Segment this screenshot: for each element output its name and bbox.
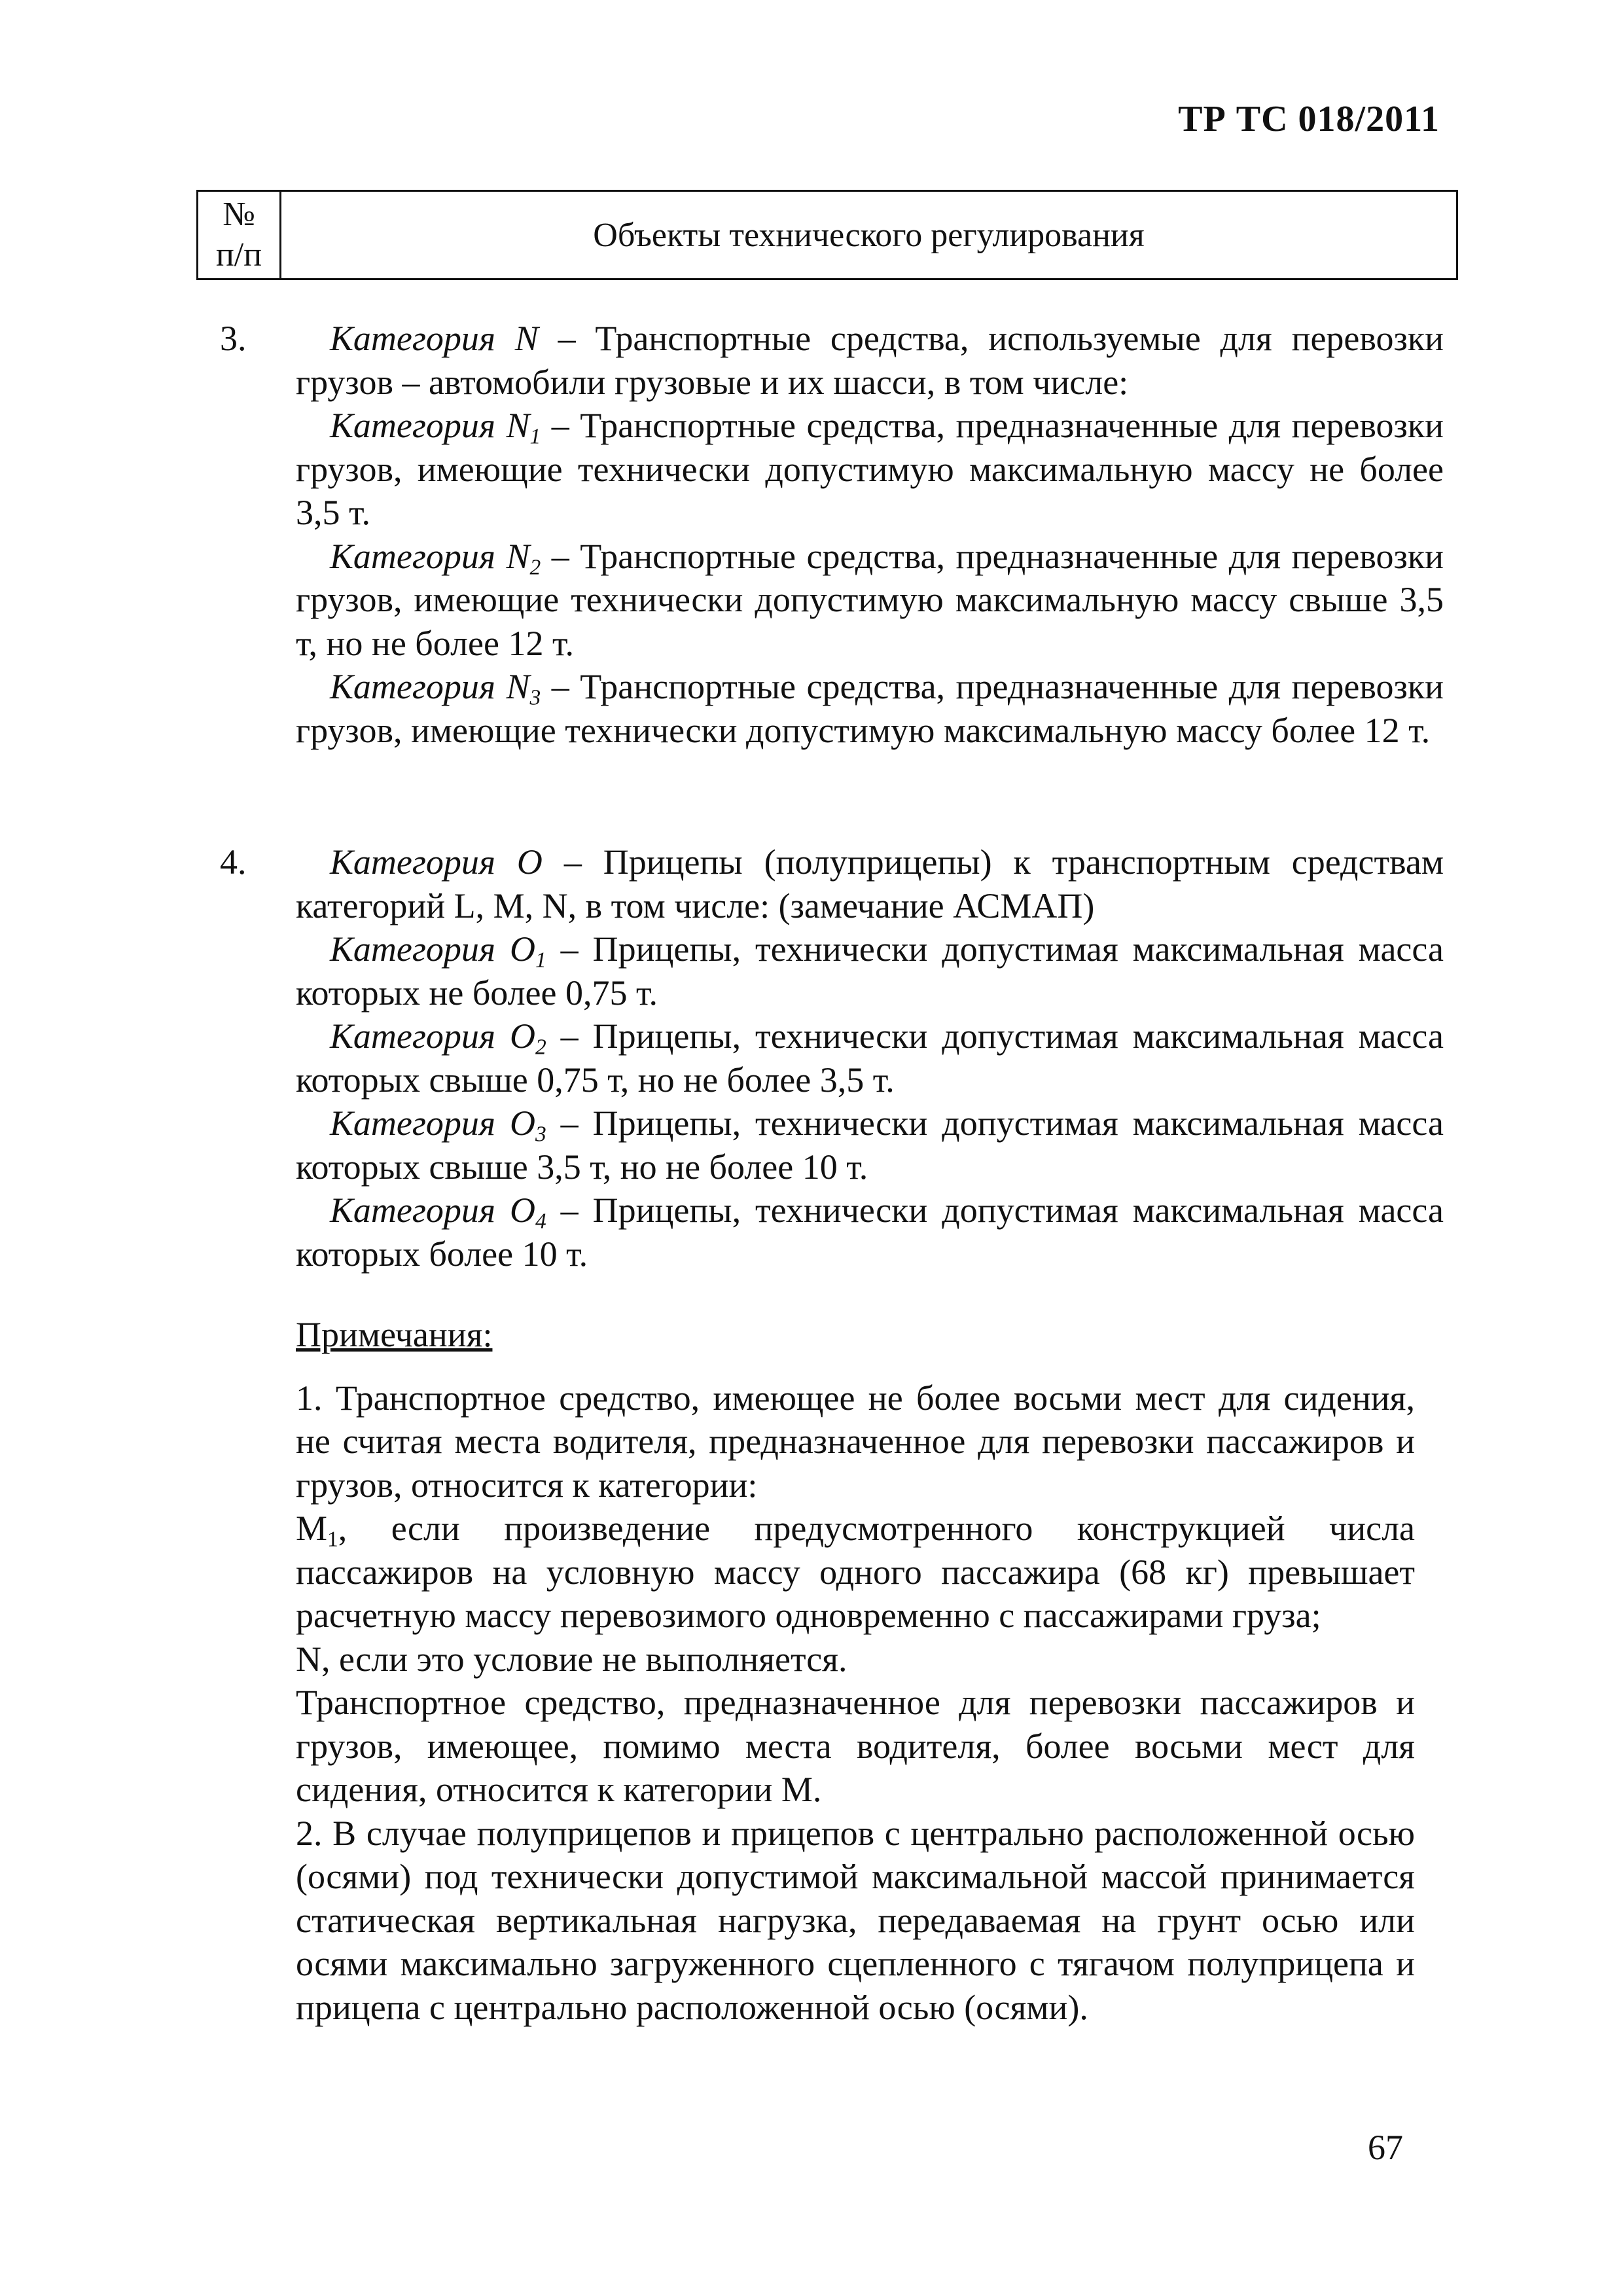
category-text: – Прицепы, технически допустимая максимальная масса которых свыше 3,5 т, но не более 10 т.: [296, 1103, 1444, 1187]
category-name: Категория O: [330, 842, 543, 882]
category-paragraph: [296, 1014, 1444, 1102]
section-number: 3.: [220, 319, 247, 358]
section-3: [220, 317, 1444, 752]
category-name: Категория O: [330, 1191, 535, 1230]
category-text: – Прицепы, технически допустимая максимальная масса которых не более 0,75 т.: [296, 929, 1444, 1013]
category-subscript: 1: [535, 948, 546, 973]
category-text: – Прицепы, технически допустимая максимальная масса которых свыше 0,75 т, но не более 3,5 т.: [296, 1016, 1444, 1100]
category-paragraph: [296, 535, 1444, 666]
category-text: – Транспортные средства, предназначенные для перевозки грузов, имеющие технически допустимую максимальную массу не более 3,5 т.: [296, 406, 1444, 532]
category-name: Категория O: [330, 1103, 535, 1143]
objects-column-header: Объекты технического регулирования: [593, 216, 1145, 254]
category-text: – Транспортные средства, используемые для перевозки грузов – автомобили грузовые и их шасси, в том числе:: [296, 319, 1444, 402]
number-column-header: [198, 192, 281, 278]
category-name: Категория O: [330, 1016, 535, 1056]
category-letter: M: [296, 1509, 328, 1548]
category-subscript: 1: [327, 1527, 338, 1552]
note-paragraph: 1. Транспортное средство, имеющее не более восьми мест для сидения, не считая места водителя, предназначенное для перевозки пассажиров и грузов, относится к категории:: [296, 1378, 1415, 1505]
category-text: – Прицепы, технически допустимая максимальная масса которых более 10 т.: [296, 1191, 1444, 1274]
category-paragraph: [296, 1189, 1444, 1276]
category-paragraph: [296, 1102, 1444, 1189]
section-4: [220, 840, 1444, 1276]
category-name: Категория N: [330, 406, 530, 445]
notes-block: [296, 1313, 1415, 2029]
note-paragraph: Транспортное средство, предназначенное для перевозки пассажиров и грузов, имеющее, помимо места водителя, более восьми мест для сидения, относится к категории M.: [296, 1683, 1415, 1809]
notes-title: Примечания:: [296, 1315, 493, 1354]
category-text: – Транспортные средства, предназначенные для перевозки грузов, имеющие технически допустимую максимальную массу свыше 3,5 т, но не более 12 т.: [296, 536, 1444, 663]
category-subscript: 2: [529, 554, 541, 579]
note-text: , если произведение предусмотренного конструкцией числа пассажиров на условную массу одного пассажира (68 кг) превышает расчетную массу перевозимого одновременно с пассажирами груза;: [296, 1509, 1415, 1635]
section-number: 4.: [220, 842, 247, 882]
category-name: Категория N: [330, 536, 530, 576]
category-paragraph: [296, 840, 1444, 927]
category-name: Категория O: [330, 929, 535, 969]
number-abbrev: п/п: [215, 236, 262, 274]
note-paragraph: 2. В случае полуприцепов и прицепов с центрально расположенной осью (осями) под технически допустимой максимальной массой принимается статическая вертикальная нагрузка, передаваемая на грунт осью или осями максимально загруженного сцепленного с тягачом полуприцепа и прицепа с центрально расположенной осью (осями).: [296, 1813, 1415, 2027]
category-name: Категория N: [330, 319, 539, 358]
category-paragraph: [296, 404, 1444, 535]
category-subscript: 3: [535, 1122, 546, 1147]
category-subscript: 1: [529, 424, 541, 449]
section-body: [296, 317, 1444, 752]
table-header: [196, 190, 1458, 280]
number-sign: №: [223, 196, 255, 233]
note-paragraph: [296, 1507, 1415, 1638]
category-text: – Транспортные средства, предназначенные для перевозки грузов, имеющие технически допустимую максимальную массу более 12 т.: [296, 667, 1444, 750]
category-subscript: 4: [535, 1209, 546, 1234]
note-paragraph: N, если это условие не выполняется.: [296, 1639, 847, 1679]
category-subscript: 3: [529, 685, 541, 710]
category-paragraph: [296, 665, 1444, 752]
category-name: Категория N: [330, 667, 530, 706]
category-paragraph: [296, 927, 1444, 1014]
category-subscript: 2: [535, 1035, 546, 1060]
section-body: [296, 840, 1444, 1276]
document-code: ТР ТС 018/2011: [1178, 99, 1440, 139]
category-text: – Прицепы (полуприцепы) к транспортным средствам категорий L, M, N, в том числе: (замечание АСМАП): [296, 842, 1444, 925]
category-paragraph: [296, 317, 1444, 404]
page-number: 67: [1368, 2128, 1403, 2167]
